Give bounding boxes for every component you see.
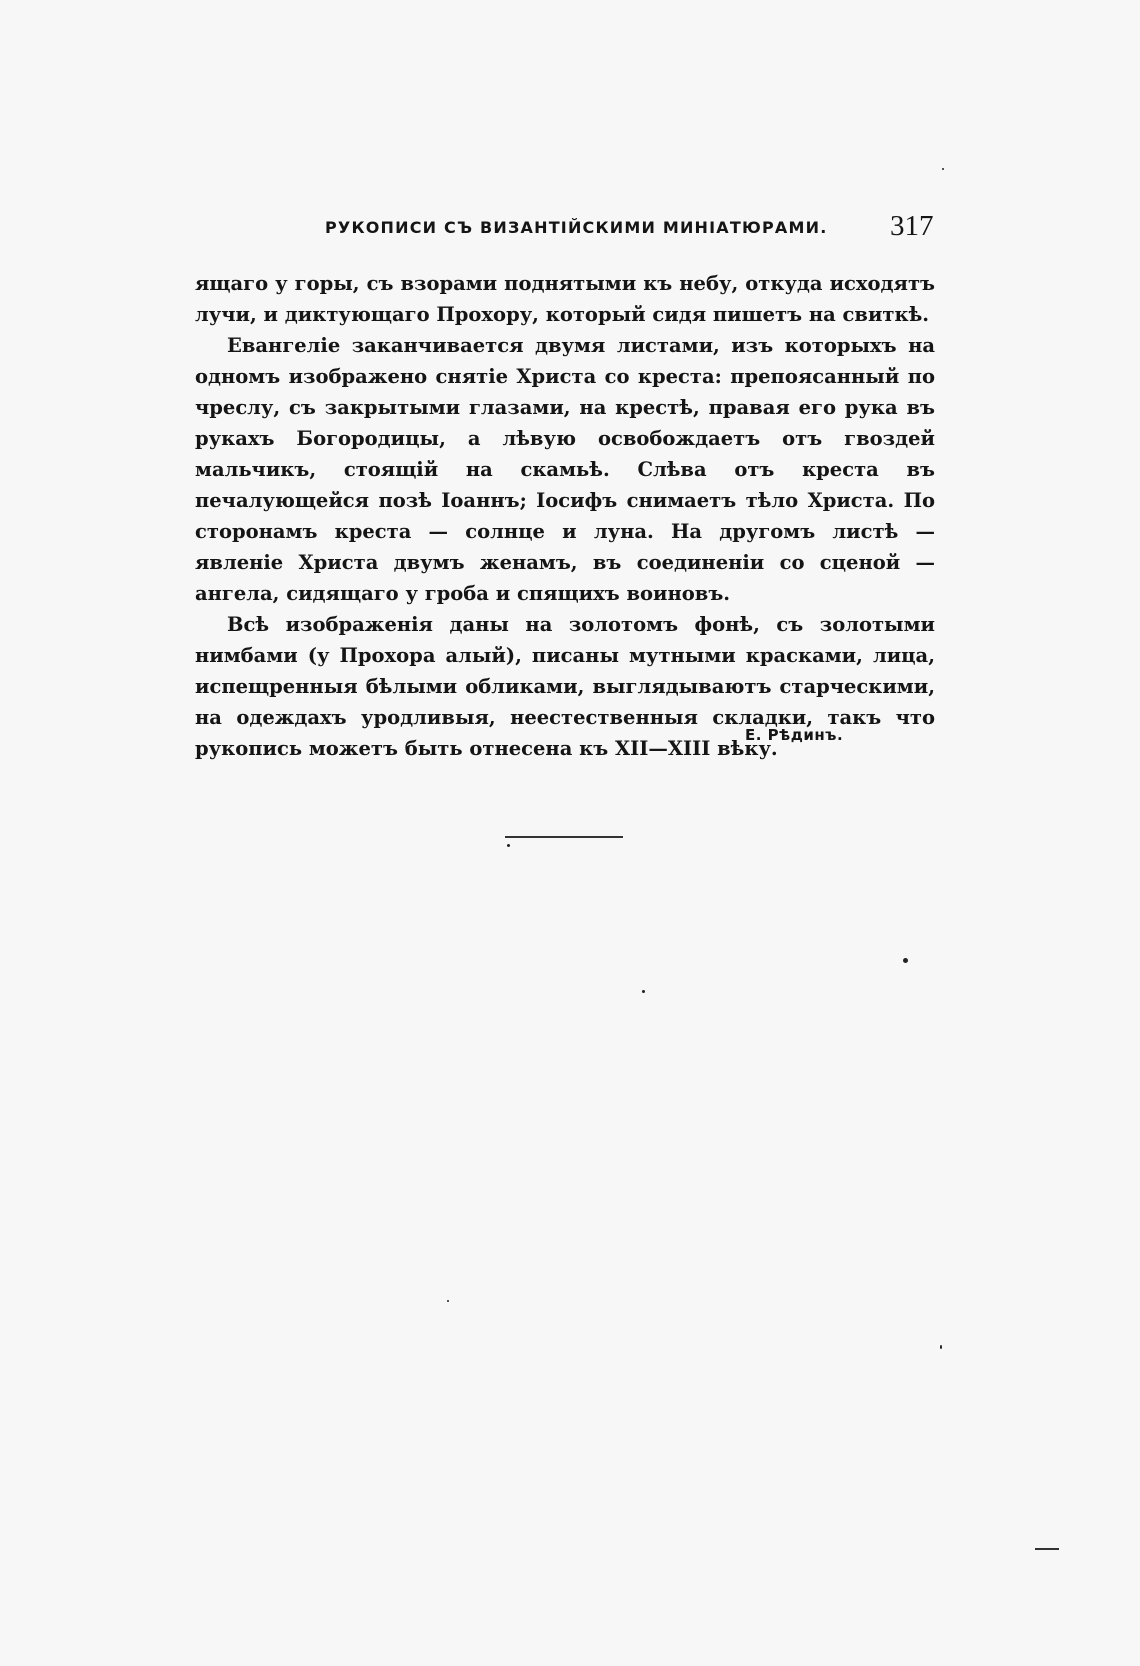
scan-speck xyxy=(447,1300,449,1302)
author-signature: Е. Рѣдинъ. xyxy=(745,726,844,744)
paragraph-gospel-description: Евангеліе заканчивается двумя листами, изъ которыхъ на одномъ изображено снятіе Христа со креста: препоясанный по чреслу, съ закрытыми глазами, на крестѣ, правая его рука въ рукахъ Богородицы, а лѣвую освобождаетъ отъ гвоздей мальчикъ, стоящій на скамьѣ. Слѣва отъ креста въ печалующейся позѣ Іоаннъ; Іосифъ снимаетъ тѣло Христа. По сторонамъ креста — солнце и луна. На другомъ листѣ — явленіе Христа двумъ женамъ, въ соединеніи со сценой — ангела, сидящаго у гроба и спящихъ воиновъ. xyxy=(195,334,935,605)
scan-speck xyxy=(642,990,645,993)
scan-speck xyxy=(903,958,908,963)
scan-speck xyxy=(940,1345,942,1349)
scan-speck xyxy=(942,168,944,170)
paragraph-continuation: ящаго у горы, съ взорами поднятыми къ небу, откуда исходятъ лучи, и диктующаго Прохору, который сидя пишетъ на свиткѣ. xyxy=(195,272,935,326)
scan-mark xyxy=(1035,1548,1059,1550)
running-title: РУКОПИСИ СЪ ВИЗАНТІЙСКИМИ МИНІАТЮРАМИ. xyxy=(325,218,828,237)
closing-rule xyxy=(505,836,623,838)
page-number: 317 xyxy=(890,210,934,242)
body-text xyxy=(195,268,935,764)
scan-speck xyxy=(507,844,510,847)
paragraph-dating: Всѣ изображенія даны на золотомъ фонѣ, съ золотыми нимбами (у Прохора алый), писаны мутными красками, лица, испещренныя бѣлыми обликами, выглядываютъ старческими, на одеждахъ уродливыя, неестественныя складки, такъ что рукопись можетъ быть отнесена къ XII—XIII вѣку. xyxy=(195,613,935,760)
